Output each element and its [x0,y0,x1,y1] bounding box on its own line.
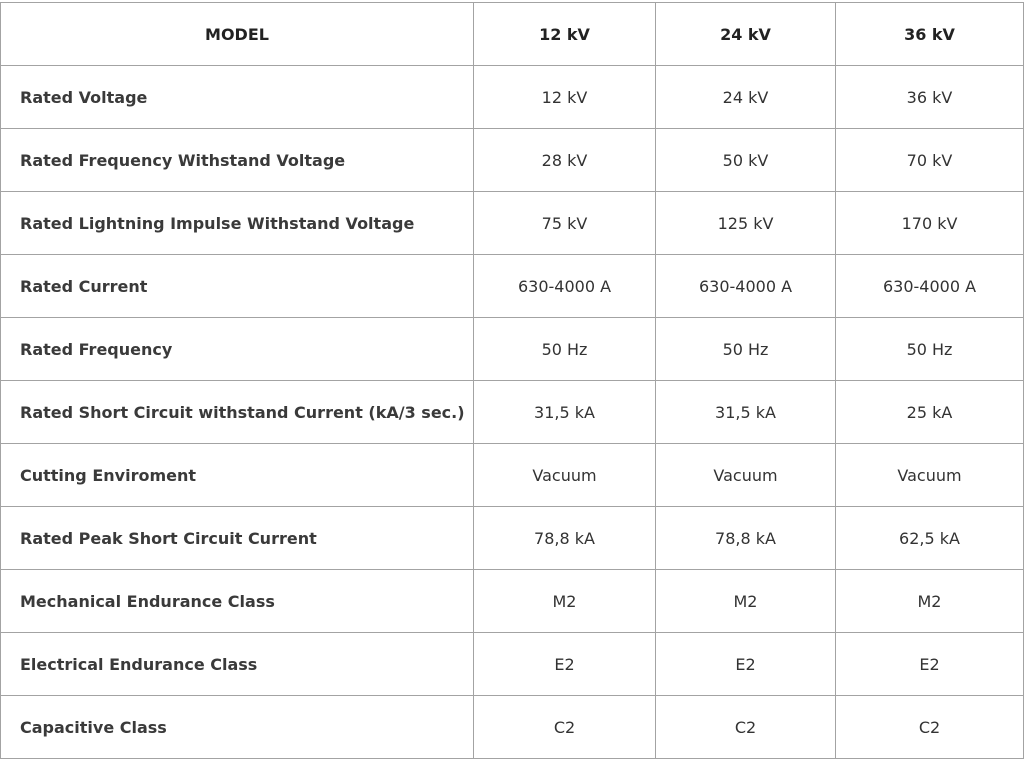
parameter-label: Mechanical Endurance Class [1,570,474,633]
value-cell: 630-4000 A [656,255,836,318]
parameter-label: Electrical Endurance Class [1,633,474,696]
table-row [1,633,1024,696]
value-cell: 24 kV [656,66,836,129]
header-24kv: 24 kV [656,3,836,66]
value-cell: 75 kV [474,192,656,255]
header-model: MODEL [1,3,474,66]
table-row [1,570,1024,633]
value-cell: 78,8 kA [656,507,836,570]
value-cell: 31,5 kA [474,381,656,444]
table-row [1,381,1024,444]
table-row [1,129,1024,192]
value-cell: Vacuum [836,444,1024,507]
parameter-label: Rated Lightning Impulse Withstand Voltage [1,192,474,255]
value-cell: 78,8 kA [474,507,656,570]
parameter-label: Capacitive Class [1,696,474,759]
value-cell: 62,5 kA [836,507,1024,570]
value-cell: M2 [656,570,836,633]
parameter-label: Cutting Enviroment [1,444,474,507]
table-row [1,507,1024,570]
header-12kv: 12 kV [474,3,656,66]
value-cell: Vacuum [656,444,836,507]
value-cell: C2 [836,696,1024,759]
value-cell: 630-4000 A [836,255,1024,318]
value-cell: 50 kV [656,129,836,192]
value-cell: C2 [656,696,836,759]
value-cell: 50 Hz [836,318,1024,381]
table-row [1,318,1024,381]
value-cell: 125 kV [656,192,836,255]
table-row [1,192,1024,255]
value-cell: 31,5 kA [656,381,836,444]
value-cell: 28 kV [474,129,656,192]
value-cell: 50 Hz [656,318,836,381]
value-cell: M2 [836,570,1024,633]
value-cell: E2 [656,633,836,696]
value-cell: Vacuum [474,444,656,507]
value-cell: E2 [474,633,656,696]
value-cell: 50 Hz [474,318,656,381]
table-row [1,255,1024,318]
table-body [1,66,1024,759]
parameter-label: Rated Short Circuit withstand Current (kA/3 sec.) [1,381,474,444]
parameter-label: Rated Frequency [1,318,474,381]
value-cell: 12 kV [474,66,656,129]
parameter-label: Rated Current [1,255,474,318]
value-cell: 25 kA [836,381,1024,444]
parameter-label: Rated Frequency Withstand Voltage [1,129,474,192]
value-cell: 70 kV [836,129,1024,192]
table-row [1,66,1024,129]
value-cell: 36 kV [836,66,1024,129]
table-header [1,3,1024,66]
value-cell: 170 kV [836,192,1024,255]
value-cell: C2 [474,696,656,759]
header-row [1,3,1024,66]
parameter-label: Rated Peak Short Circuit Current [1,507,474,570]
table-row [1,696,1024,759]
specifications-table [0,2,1024,759]
value-cell: M2 [474,570,656,633]
header-36kv: 36 kV [836,3,1024,66]
parameter-label: Rated Voltage [1,66,474,129]
table-row [1,444,1024,507]
value-cell: 630-4000 A [474,255,656,318]
value-cell: E2 [836,633,1024,696]
